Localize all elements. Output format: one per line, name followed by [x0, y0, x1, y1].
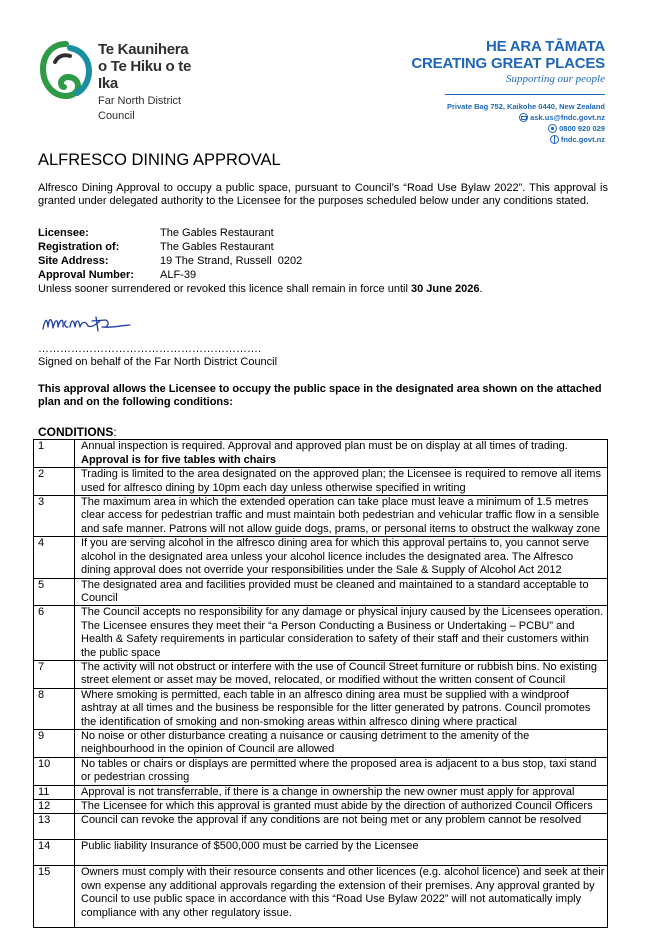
signature-image — [38, 297, 608, 343]
brand-divider — [445, 94, 605, 95]
brand-line-1: HE ARA TĀMATA — [485, 38, 605, 55]
condition-number: 4 — [34, 537, 75, 578]
condition-number: 15 — [34, 866, 75, 928]
signature-icon — [40, 307, 150, 337]
koru-logo-icon — [40, 40, 92, 100]
condition-text-bold: Approval is for five tables with chairs — [81, 453, 276, 466]
condition-number: 8 — [34, 688, 75, 729]
condition-number: 2 — [34, 468, 75, 496]
condition-number: 11 — [34, 785, 75, 799]
logo-line-3: Far North District Council — [98, 95, 182, 122]
logo-line-2: o Te Hiku o te Ika — [98, 58, 192, 92]
condition-text: The Council accepts no responsibility for any damage or physical injury caused by the Licensees operation. The Licensee ensures they meet their “a Person Conducting a Business or Undertaking – PCBU” and Health & Safety requirements in particular consideration to safety of their staff and their customers within the public space — [75, 606, 608, 661]
condition-number: 6 — [34, 606, 75, 661]
detail-value: ALF-39 — [160, 268, 197, 281]
brand-block — [305, 38, 605, 86]
table-row — [34, 840, 608, 866]
condition-text: Council can revoke the approval if any conditions are not being met or any problem cannot be resolved — [75, 814, 608, 840]
condition-text: Where smoking is permitted, each table in an alfresco dining area must be supplied with a windproof ashtray at all times and the business be responsible for the litter generated by patrons. Council promotes the identification of smoking and non-smoking areas within alfresco dining where practical — [75, 688, 608, 729]
detail-row-licensee — [38, 227, 608, 241]
signature-line: ……………………………………………………. — [38, 342, 262, 355]
licence-details — [38, 227, 608, 297]
condition-text: Owners must comply with their resource consents and other licences (e.g. alcohol licence) and seek at their own expense any additional approvals regarding the extension of their premises. Any approval granted by Council to use public space in accordance with this “Road Use Bylaw 2022” will not automatically imply compliance with any other regulatory issue. — [75, 866, 608, 928]
condition-number: 1 — [34, 440, 75, 468]
conditions-heading-text: CONDITIONS — [38, 425, 114, 440]
detail-row-approval-number — [38, 269, 608, 283]
document-body — [38, 150, 608, 928]
condition-text: The maximum area in which the extended operation can take place must leave a minimum of 1.5 metres clear access for pedestrian traffic and must maintain both pedestrian and vehicular traffic flow in a sensible and safe manner. Patrons will not allow guide dogs, prams, or personal items to obstruct the walkway zone — [75, 496, 608, 537]
condition-text: The Licensee for which this approval is granted must abide by the direction of authorized Council Officers — [75, 800, 608, 814]
phone-number: 0800 920 029 — [559, 124, 605, 133]
logo-line-1: Te Kaunihera — [98, 41, 189, 58]
validity-prefix: Unless sooner surrendered or revoked this licence shall remain in force until — [38, 282, 411, 295]
conditions-heading-colon: : — [113, 425, 117, 440]
condition-text-body: Annual inspection is required. Approval and approved plan must be on display at all times of trading. — [81, 440, 568, 453]
condition-number: 5 — [34, 578, 75, 606]
condition-text: Trading is limited to the area designated on the approved plan; the Licensee is required to remove all items used for alfresco dining by 10pm each day unless otherwise specified in writing — [75, 468, 608, 496]
condition-number: 10 — [34, 757, 75, 785]
website-link[interactable]: fndc.govt.nz — [560, 135, 605, 144]
detail-row-registration — [38, 241, 608, 255]
condition-number: 12 — [34, 800, 75, 814]
table-row — [34, 866, 608, 928]
detail-label: Licensee: — [38, 226, 89, 239]
table-row — [34, 496, 608, 537]
condition-number: 3 — [34, 496, 75, 537]
email-row[interactable] — [447, 112, 605, 123]
phone-icon — [548, 124, 557, 133]
brand-tagline: Supporting our people — [506, 73, 605, 85]
validity-statement — [38, 283, 608, 297]
condition-number: 9 — [34, 729, 75, 757]
detail-value: The Gables Restaurant — [160, 240, 274, 253]
phone-row — [447, 123, 605, 134]
table-row — [34, 606, 608, 661]
condition-number: 7 — [34, 660, 75, 688]
email-link[interactable]: ask.us@fndc.govt.nz — [530, 113, 605, 122]
condition-text: No tables or chairs or displays are permitted where the proposed area is adjacent to a bus stop, taxi stand or pedestrian crossing — [75, 757, 608, 785]
condition-number: 13 — [34, 814, 75, 840]
table-row — [34, 468, 608, 496]
detail-row-site-address — [38, 255, 608, 269]
condition-text: Public liability Insurance of $500,000 must be carried by the Licensee — [75, 840, 608, 866]
validity-date: 30 June 2026 — [410, 282, 480, 295]
detail-label: Approval Number: — [38, 268, 134, 281]
table-row — [34, 537, 608, 578]
globe-icon — [550, 135, 559, 144]
table-row — [34, 688, 608, 729]
website-row[interactable] — [447, 134, 605, 145]
table-row — [34, 729, 608, 757]
address-row — [447, 101, 605, 112]
validity-suffix: . — [479, 282, 483, 295]
detail-label: Site Address: — [38, 254, 109, 267]
condition-text: Approval is not transferrable, if there is a change in ownership the new owner must apply for approval — [75, 785, 608, 799]
intro-paragraph: Alfresco Dining Approval to occupy a public space, pursuant to Council’s “Road Use Bylaw 2022”. This approval is granted under delegated authority to the Licensee for the purposes scheduled below under any conditions stated. — [38, 182, 608, 208]
condition-text: The designated area and facilities provided must be cleaned and maintained to a standard acceptable to Council — [75, 578, 608, 606]
conditions-table — [33, 439, 608, 928]
detail-value: 19 The Strand, Russell 0202 — [160, 254, 303, 267]
condition-text: No noise or other disturbance creating a nuisance or causing detriment to the amenity of the neighbourhood in the opinion of Council are allowed — [75, 729, 608, 757]
brand-line-2: CREATING GREAT PLACES — [411, 55, 605, 72]
contact-block — [447, 101, 605, 145]
condition-number: 14 — [34, 840, 75, 866]
document-title: ALFRESCO DINING APPROVAL — [38, 151, 281, 169]
condition-text — [75, 440, 608, 468]
table-row — [34, 578, 608, 606]
postal-address: Private Bag 752, Kaikohe 0440, New Zealand — [447, 102, 605, 111]
table-row — [34, 814, 608, 840]
table-row — [34, 440, 608, 468]
council-logo — [40, 40, 210, 122]
table-row — [34, 660, 608, 688]
letterhead — [0, 0, 645, 150]
allow-statement: This approval allows the Licensee to occupy the public space in the designated area shown on the attached plan and on the following conditions: — [38, 382, 602, 409]
mail-icon — [519, 113, 528, 122]
detail-label: Registration of: — [38, 240, 120, 253]
conditions-heading — [38, 425, 608, 439]
table-row — [34, 757, 608, 785]
table-row — [34, 785, 608, 799]
condition-text: If you are serving alcohol in the alfresco dining area for which this approval pertains to, you cannot serve alcohol in the designated area unless your alcohol licence includes the designated area. The Alfresco dining approval does not override your responsibilities under the Sale & Supply of Alcohol Act 2012 — [75, 537, 608, 578]
signed-by: Signed on behalf of the Far North District Council — [38, 356, 278, 369]
detail-value: The Gables Restaurant — [160, 226, 274, 239]
table-row — [34, 800, 608, 814]
condition-text: The activity will not obstruct or interfere with the use of Council Street furniture or rubbish bins. No existing street element or asset may be moved, relocated, or modified without the written consent of Council — [75, 660, 608, 688]
